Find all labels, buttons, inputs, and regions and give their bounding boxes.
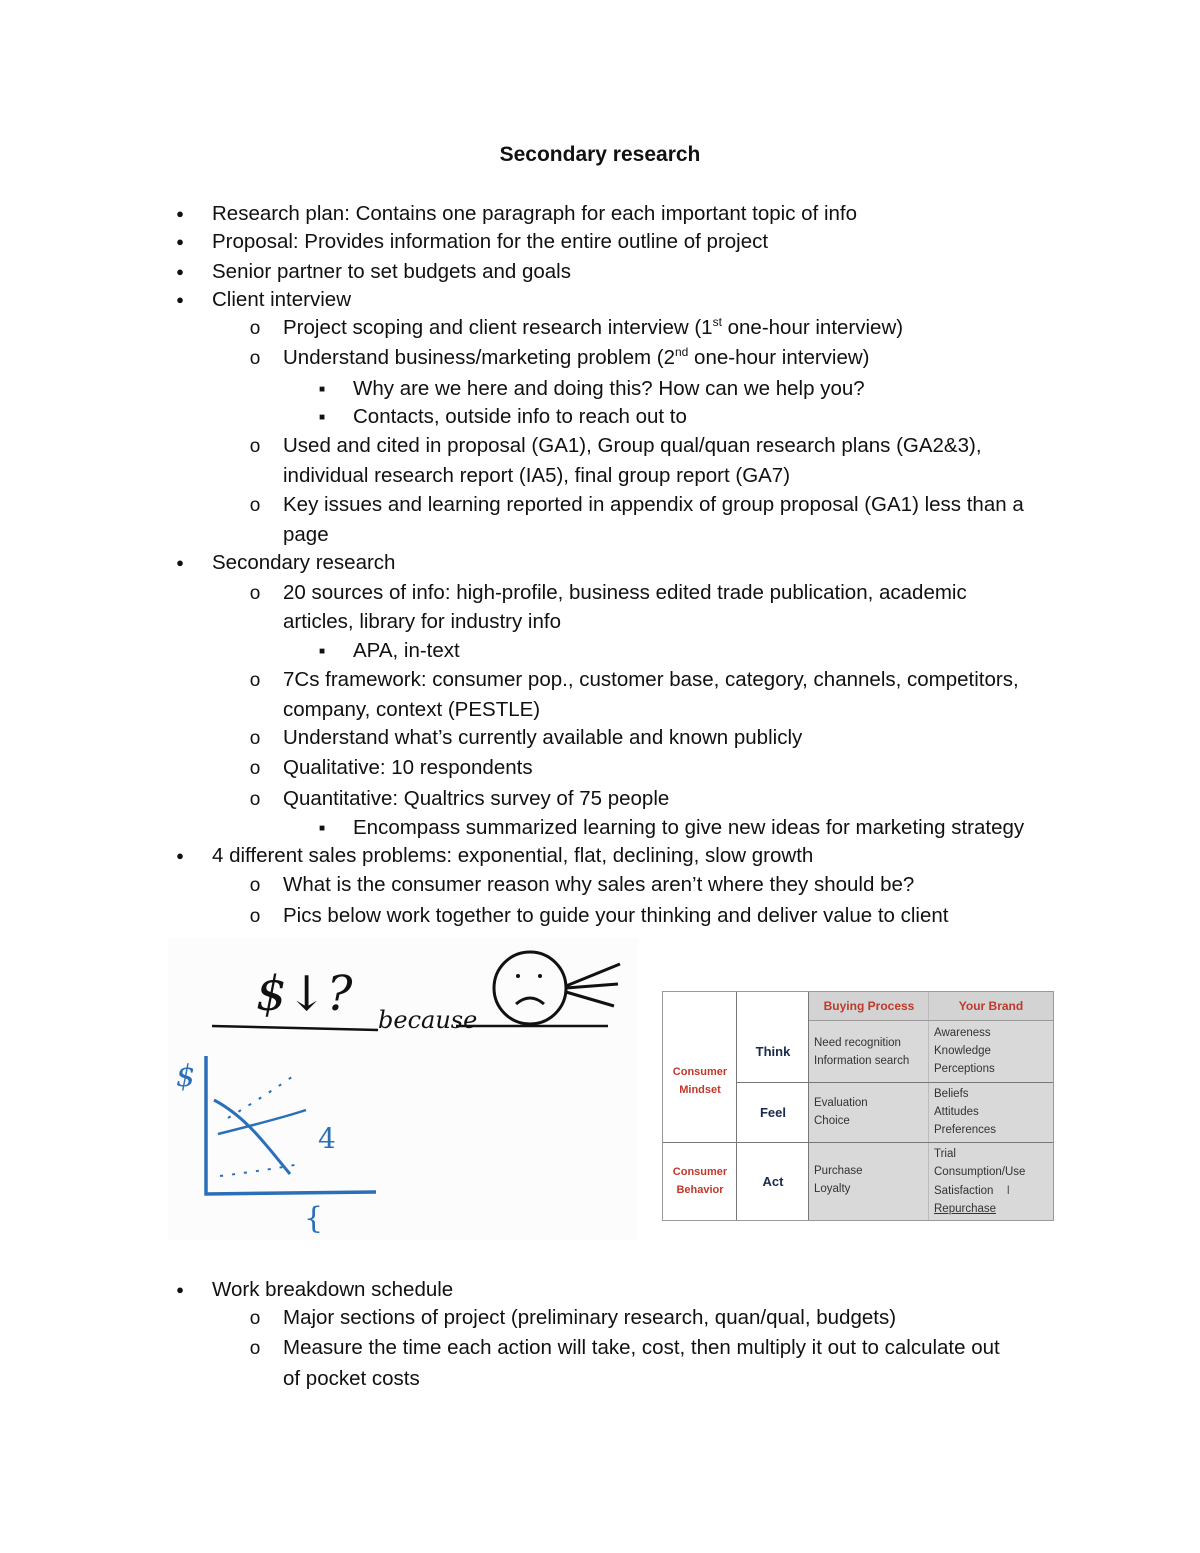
outline-line: Quantitative: Qualtrics survey of 75 people <box>283 787 670 810</box>
matrix-stage-act: Act <box>762 1173 784 1189</box>
sketch-dollar-down-question: $↓? <box>256 966 353 1022</box>
outline-line: Qualitative: 10 respondents <box>283 756 533 779</box>
graph-axes <box>206 1056 376 1194</box>
text-cursor-icon: I <box>1006 1183 1010 1197</box>
bullet-dot-icon <box>170 228 190 256</box>
ordinal-suffix: nd <box>674 345 689 360</box>
graph-y-label: $ <box>176 1059 196 1094</box>
bullet-dot-icon <box>170 200 190 228</box>
bullet-dot-icon <box>170 549 190 577</box>
buying-process-matrix <box>662 991 1054 1221</box>
bullet-circle-icon <box>245 579 265 608</box>
matrix-item: Evaluation <box>814 1097 868 1109</box>
matrix-item: Information search <box>814 1055 910 1067</box>
matrix-item: Trial <box>934 1148 956 1160</box>
matrix-header-buying-process: Buying Process <box>809 992 929 1020</box>
matrix-item: Choice <box>814 1115 850 1127</box>
grid-line <box>809 1020 1053 1021</box>
sketch-because: because <box>378 1006 478 1034</box>
grid-line <box>808 992 809 1220</box>
matrix-stage-think: Think <box>755 1043 791 1059</box>
bullet-square-icon <box>312 637 332 666</box>
bullet-circle-icon <box>245 666 265 695</box>
bullet-circle-icon <box>245 785 265 814</box>
matrix-process-think <box>809 1020 929 1082</box>
matrix-item: Loyalty <box>814 1183 851 1195</box>
outline-line: Client interview <box>212 288 351 311</box>
grid-line <box>736 1082 1053 1083</box>
bullet-circle-icon <box>245 1304 265 1333</box>
matrix-process-act <box>809 1142 929 1220</box>
matrix-item: Consumption/Use <box>934 1166 1026 1178</box>
sketch-drawing <box>168 938 638 1240</box>
outline-line: Senior partner to set budgets and goals <box>212 260 571 283</box>
graph-line-declining <box>214 1100 290 1174</box>
matrix-group-consumer-mindset <box>663 1020 737 1142</box>
graph-label-4: 4 <box>318 1122 336 1155</box>
outline-line: Proposal: Provides information for the entire outline of project <box>212 230 769 253</box>
matrix-header-your-brand: Your Brand <box>929 992 1053 1020</box>
line-text: Project scoping and client research interview (1 <box>283 316 713 339</box>
outline-line: Research plan: Contains one paragraph for each important topic of info <box>212 202 857 225</box>
arrow-lines-icon <box>566 964 620 1006</box>
matrix-item: Need recognition <box>814 1037 901 1049</box>
outline-line: of pocket costs <box>283 1367 420 1390</box>
graph-line-dotted-growth <box>228 1074 296 1118</box>
outline-line: Understand what’s currently available and known publicly <box>283 726 803 749</box>
sad-face-icon <box>494 952 566 1024</box>
bullet-dot-icon <box>170 1276 190 1304</box>
matrix-item <box>934 1181 1053 1200</box>
outline-line: company, context (PESTLE) <box>283 698 541 721</box>
matrix-brand-feel <box>929 1082 1053 1142</box>
outline-line: What is the consumer reason why sales aren’t where they should be? <box>283 873 915 896</box>
matrix-group-label: Consumer Mindset <box>672 1066 728 1096</box>
bullet-circle-icon <box>245 724 265 753</box>
grid-line <box>663 1142 1053 1143</box>
outline-line: individual research report (IA5), final group report (GA7) <box>283 464 791 487</box>
bullet-circle-icon <box>245 871 265 900</box>
bullet-dot-icon <box>170 258 190 286</box>
bullet-circle-icon <box>245 902 265 931</box>
outline-line: Why are we here and doing this? How can we help you? <box>353 377 865 400</box>
sad-face-eye-left <box>516 974 520 978</box>
page-title: Secondary research <box>499 143 701 166</box>
matrix-item: Attitudes <box>934 1106 979 1118</box>
bullet-square-icon <box>312 403 332 432</box>
outline-line: articles, library for industry info <box>283 610 561 633</box>
matrix-process-feel <box>809 1082 929 1142</box>
matrix-blank-cell <box>737 992 809 1020</box>
line-text: one-hour interview) <box>688 346 870 369</box>
outline-line: Measure the time each action will take, cost, then multiply it out to calculate out <box>283 1336 1000 1359</box>
graph-line-flat <box>218 1110 306 1134</box>
grid-line <box>736 992 737 1220</box>
bullet-circle-icon <box>245 314 265 343</box>
matrix-group-consumer-behavior <box>663 1142 737 1220</box>
sketch-underline-left <box>212 1026 378 1030</box>
bullet-square-icon <box>312 814 332 843</box>
matrix-group-label: Consumer Behavior <box>672 1166 728 1196</box>
grid-line <box>928 992 929 1220</box>
matrix-item: Purchase <box>814 1165 863 1177</box>
hand-sketch <box>168 938 638 1240</box>
matrix-item-text: Satisfaction <box>934 1185 994 1197</box>
bullet-dot-icon <box>170 286 190 314</box>
outline-line: Key issues and learning reported in appendix of group proposal (GA1) less than a <box>283 493 1024 516</box>
matrix-item: Preferences <box>934 1124 997 1136</box>
graph-label-bottom: { <box>304 1201 324 1236</box>
outline-line <box>283 344 870 372</box>
matrix-stage-feel: Feel <box>759 1104 786 1120</box>
matrix-brand-think <box>929 1020 1053 1082</box>
outline-line: Encompass summarized learning to give new ideas for marketing strategy <box>353 816 1025 839</box>
matrix-item: Repurchase <box>934 1203 997 1215</box>
outline-line: APA, in-text <box>353 639 460 662</box>
bullet-circle-icon <box>245 344 265 373</box>
outline-line: page <box>283 523 329 546</box>
bullet-circle-icon <box>245 491 265 520</box>
bullet-circle-icon <box>245 432 265 461</box>
line-text: Understand business/marketing problem (2 <box>283 346 675 369</box>
outline-line: 20 sources of info: high-profile, business edited trade publication, academic <box>283 581 967 604</box>
matrix-brand-act <box>929 1142 1053 1220</box>
outline-line: 7Cs framework: consumer pop., customer base, category, channels, competitors, <box>283 668 1019 691</box>
matrix-item: Beliefs <box>934 1088 969 1100</box>
outline-line: Major sections of project (preliminary research, quan/qual, budgets) <box>283 1306 897 1329</box>
bullet-dot-icon <box>170 842 190 870</box>
outline-line: Contacts, outside info to reach out to <box>353 405 687 428</box>
outline-line: 4 different sales problems: exponential, flat, declining, slow growth <box>212 844 814 867</box>
matrix-item: Perceptions <box>934 1063 995 1075</box>
sad-face-mouth <box>516 998 544 1004</box>
bullet-square-icon <box>312 375 332 404</box>
outline-line <box>283 314 903 342</box>
outline-line: Used and cited in proposal (GA1), Group qual/quan research plans (GA2&3), <box>283 434 982 457</box>
bullet-circle-icon <box>245 1334 265 1363</box>
sad-face-eye-right <box>538 974 542 978</box>
matrix-blank-cell <box>663 992 737 1020</box>
outline-line: Pics below work together to guide your thinking and deliver value to client <box>283 904 949 927</box>
outline-line: Work breakdown schedule <box>212 1278 454 1301</box>
outline-line: Secondary research <box>212 551 396 574</box>
line-text: one-hour interview) <box>721 316 904 339</box>
matrix-item: Knowledge <box>934 1045 991 1057</box>
matrix-item: Awareness <box>934 1027 991 1039</box>
ordinal-suffix: st <box>712 315 722 330</box>
bullet-circle-icon <box>245 754 265 783</box>
